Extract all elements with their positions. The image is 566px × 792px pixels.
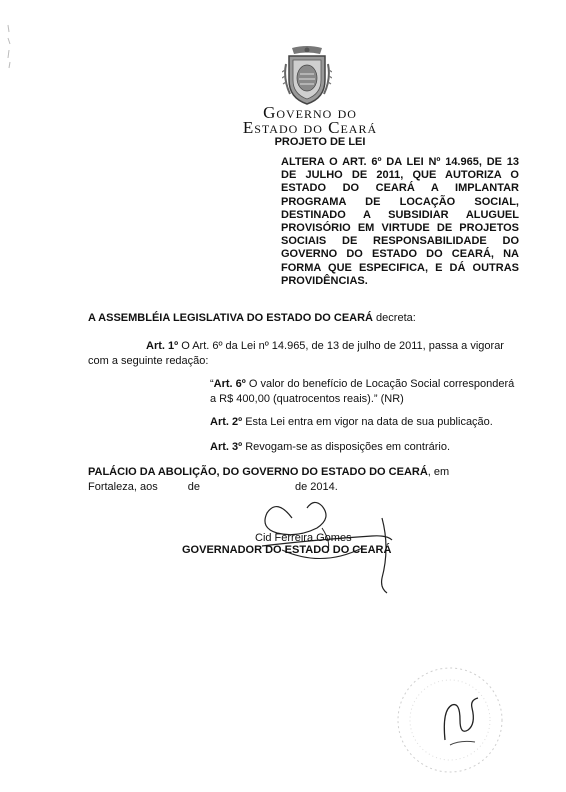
preamble <box>88 312 416 324</box>
ementa-summary: ALTERA O ART. 6º DA LEI Nº 14.965, DE 13 DE JULHO DE 2011, QUE AUTORIZA O ESTADO DO CEARÁ A IMPLANTAR PROGRAMA DE LOCAÇÃO SOCIAL, DESTINADO A SUBSIDIAR ALUGUEL PROVISÓRIO EM VIRTUDE DE PROJETOS SOCIAIS DE RESPONSABILIDADE DO GOVERNO DO ESTADO DO CEARÁ, NA FORMA QUE ESPECIFICA, E DÁ OUTRAS PROVIDÊNCIAS. <box>281 156 519 287</box>
article-6-new-text <box>210 377 520 407</box>
article-6-text: O valor do benefício de Locação Social corresponderá a R$ 400,00 (quatrocentos reais).” (NR) <box>210 378 515 405</box>
header-governo: Governo do <box>263 103 357 122</box>
closing-place: PALÁCIO DA ABOLIÇÃO, DO GOVERNO DO ESTADO DO CEARÁ <box>88 466 428 478</box>
article-1-text: O Art. 6º da Lei nº 14.965, de 13 de julho de 2011, passa a vigorar com a seguinte redação: <box>88 340 504 367</box>
article-1 <box>88 339 520 369</box>
article-3-text: Revogam-se as disposições em contrário. <box>242 441 451 453</box>
article-3-label: Art. 3º <box>210 441 243 453</box>
closing-year: de 2014. <box>294 481 338 493</box>
margin-mark <box>0 20 20 70</box>
article-1-label: Art. 1º <box>146 340 179 352</box>
handwritten-initials <box>430 690 490 750</box>
article-3 <box>210 441 450 453</box>
closing-de: de <box>187 481 200 493</box>
signatory-name: Cid Ferreira Gomes <box>255 532 352 544</box>
document-type-title: PROJETO DE LEI <box>274 136 366 148</box>
preamble-body: A ASSEMBLÉIA LEGISLATIVA DO ESTADO DO CEARÁ <box>88 312 373 324</box>
state-seal-emblem <box>282 44 332 106</box>
preamble-verb: decreta: <box>373 312 416 324</box>
article-2-label: Art. 2º <box>210 416 243 428</box>
signatory-title: GOVERNADOR DO ESTADO DO CEARÁ <box>182 544 392 556</box>
closing-city: Fortaleza, aos <box>88 481 158 493</box>
article-6-label: Art. 6º <box>213 378 246 390</box>
article-2-text: Esta Lei entra em vigor na data de sua publicação. <box>242 416 493 428</box>
quote-open: “ <box>210 378 214 390</box>
closing-rest: , em <box>427 466 450 478</box>
header-estado: Estado do Ceará <box>242 118 378 137</box>
article-2 <box>210 416 493 428</box>
